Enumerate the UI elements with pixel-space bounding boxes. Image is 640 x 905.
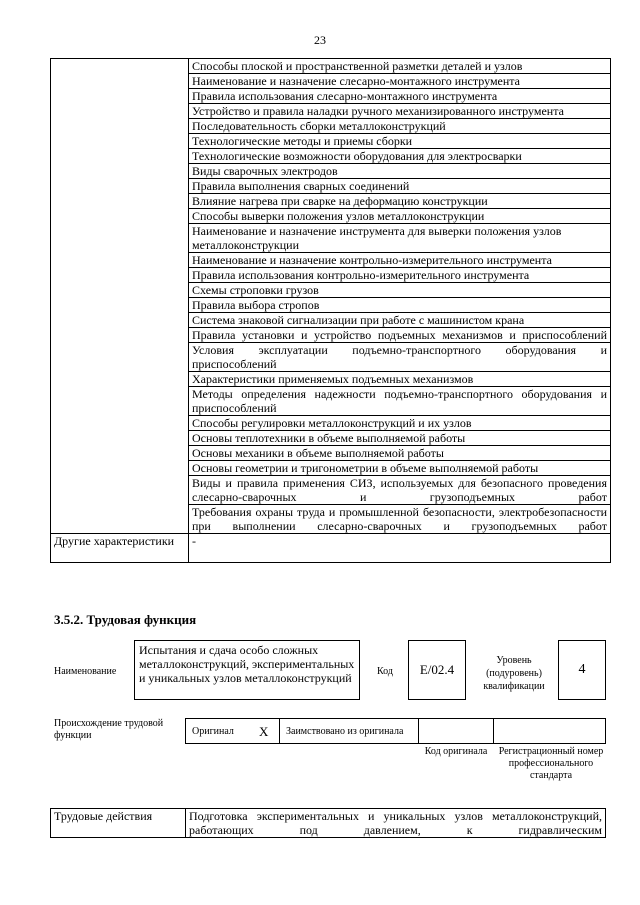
labor-actions-label: Трудовые действия: [51, 809, 186, 838]
labor-actions-table: [50, 808, 606, 838]
divider: [493, 719, 494, 743]
level-label: Уровень (подуровень) квалификации: [483, 655, 545, 692]
knowledge-table: [50, 58, 611, 563]
name-box: [134, 640, 360, 700]
code-label: Код: [377, 666, 393, 677]
knowledge-item: Наименование и назначение слесарно-монтажного инструмента: [189, 74, 611, 89]
name-label: Наименование: [54, 666, 117, 677]
origin-label: Происхождение трудовой функции: [54, 718, 164, 741]
knowledge-item: Технологические возможности оборудования для электросварки: [189, 149, 611, 164]
table-row: [51, 534, 611, 563]
knowledge-item: Методы определения надежности подъемно-транспортного оборудования и приспособлений: [189, 387, 611, 416]
level-value: 4: [558, 640, 606, 700]
knowledge-item: Наименование и назначение контрольно-измерительного инструмента: [189, 253, 611, 268]
knowledge-item: Технологические методы и приемы сборки: [189, 134, 611, 149]
other-characteristics-label: Другие характеристики: [51, 534, 189, 563]
borrowed-label: Заимствовано из оригинала: [286, 726, 404, 737]
page-number: 23: [314, 33, 326, 47]
table-row: [51, 809, 606, 838]
knowledge-item: Способы выверки положения узлов металлоконструкции: [189, 209, 611, 224]
knowledge-item: Основы механики в объеме выполняемой работы: [189, 446, 611, 461]
knowledge-label-cell: [51, 59, 189, 534]
knowledge-item: Основы теплотехники в объеме выполняемой работы: [189, 431, 611, 446]
divider: [279, 719, 280, 743]
knowledge-item: Правила выполнения сварных соединений: [189, 179, 611, 194]
original-label: Оригинал: [192, 726, 234, 737]
knowledge-item: Правила использования контрольно-измерительного инструмента: [189, 268, 611, 283]
labor-actions-value: Подготовка экспериментальных и уникальных узлов металлоконструкций, работающих под давлением, к гидравлическим: [186, 809, 606, 838]
knowledge-item: Условия эксплуатации подъемно-транспортного оборудования и приспособлений: [189, 343, 611, 372]
knowledge-item: Способы плоской и пространственной разметки деталей и узлов: [189, 59, 611, 74]
knowledge-item: Схемы строповки грузов: [189, 283, 611, 298]
knowledge-item: Правила выбора стропов: [189, 298, 611, 313]
knowledge-item: Последовательность сборки металлоконструкций: [189, 119, 611, 134]
function-name: Испытания и сдача особо сложных металлоконструкций, экспериментальных и уникальных узлов металлоконструкций: [139, 643, 355, 685]
reg-number-caption: Регистрационный номер профессионального стандарта: [498, 746, 604, 781]
code-value: E/02.4: [408, 640, 466, 700]
knowledge-item: Виды сварочных электродов: [189, 164, 611, 179]
knowledge-item: Виды и правила применения СИЗ, используемых для безопасного проведения слесарно-сварочных и грузоподъемных работ: [189, 476, 611, 505]
knowledge-item: Влияние нагрева при сварке на деформацию конструкции: [189, 194, 611, 209]
knowledge-item: Способы регулировки металлоконструкций и их узлов: [189, 416, 611, 431]
divider: [418, 719, 419, 743]
knowledge-item: Основы геометрии и тригонометрии в объеме выполняемой работы: [189, 461, 611, 476]
origin-table: [185, 718, 606, 744]
knowledge-item: Наименование и назначение инструмента для выверки положения узлов металлоконструкции: [189, 224, 611, 253]
table-row: [51, 59, 611, 74]
code-original-caption: Код оригинала: [424, 746, 488, 757]
knowledge-item: Правила установки и устройство подъемных механизмов и приспособлений: [189, 328, 611, 343]
knowledge-item: Характеристики применяемых подъемных механизмов: [189, 372, 611, 387]
knowledge-item: Правила использования слесарно-монтажного инструмента: [189, 89, 611, 104]
knowledge-item: Требования охраны труда и промышленной безопасности, электробезопасности при выполнении слесарно-сварочных и грузоподъемных работ: [189, 505, 611, 534]
original-mark: X: [259, 724, 269, 739]
knowledge-item: Устройство и правила наладки ручного механизированного инструмента: [189, 104, 611, 119]
section-title: 3.5.2. Трудовая функция: [54, 612, 197, 627]
knowledge-item: Система знаковой сигнализации при работе с машинистом крана: [189, 313, 611, 328]
other-characteristics-value: -: [189, 534, 611, 563]
